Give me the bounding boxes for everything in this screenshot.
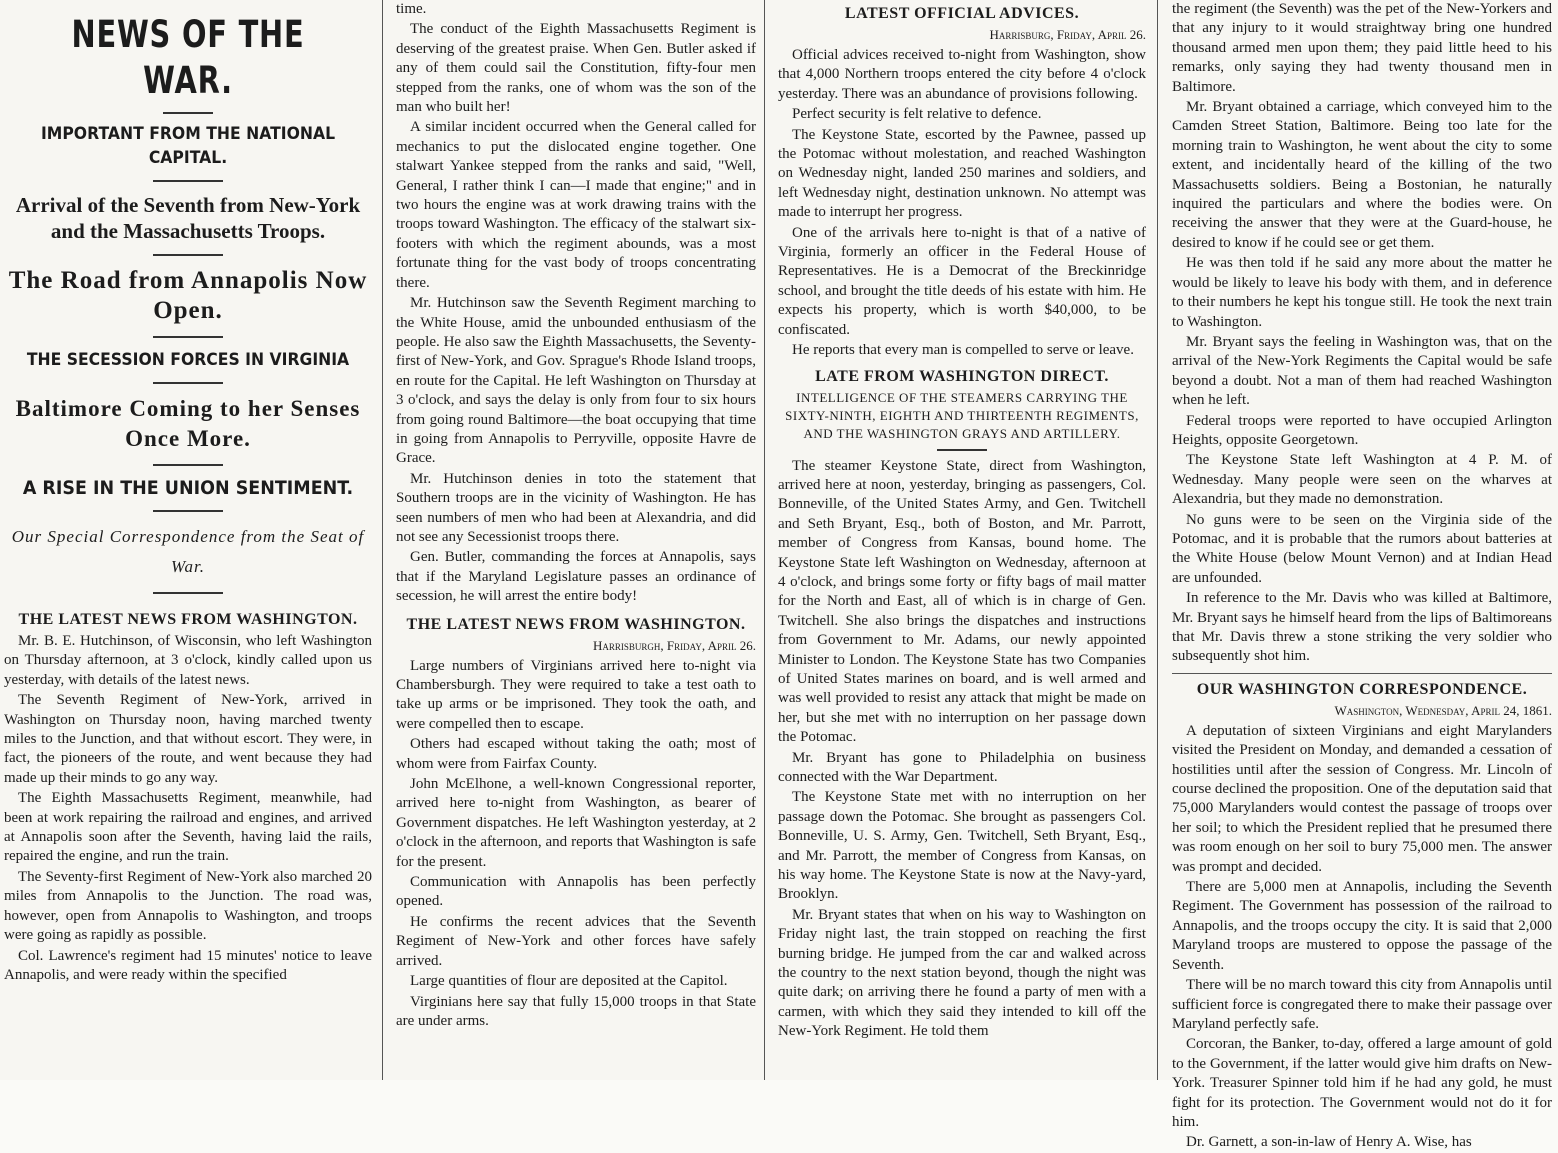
- headline-divider: [153, 382, 223, 384]
- masthead-headline: NEWS OF THE WAR.: [71, 13, 305, 102]
- headline-divider: [153, 464, 223, 466]
- article-paragraph: He reports that every man is compelled to serve or leave.: [792, 342, 1134, 359]
- article-paragraph: Mr. Hutchinson denies in toto the statement that Southern troops are in the vicinity of Washington. He has seen numbers of men who had been at Alexandria, and did not see any Secessionist troops there.: [396, 470, 756, 545]
- article-paragraph: time.: [396, 1, 427, 17]
- article-paragraph: The Eighth Massachusetts Regiment, meanwhile, had been at work repairing the railroad and engines, and arrived at Annapolis soon after the Seventh, having laid the rails, repaired the engine, and run the train.: [4, 790, 372, 865]
- article-paragraph: Gen. Butler, commanding the forces at Annapolis, says that if the Maryland Legislature passes an ordinance of secession, he will arrest the entire body!: [396, 549, 756, 605]
- headline-union-sentiment: A RISE IN THE UNION SENTIMENT.: [22, 477, 354, 499]
- article-paragraph: Others had escaped without taking the oath; most of whom were from Fairfax County.: [396, 736, 756, 772]
- article-paragraph: Federal troops were reported to have occupied Arlington Heights, opposite Georgetown.: [1172, 412, 1552, 448]
- headline-seventh-arrival: Arrival of the Seventh from New-York and the Massachusetts Troops.: [15, 193, 361, 243]
- article-paragraph: No guns were to be seen on the Virginia side of the Potomac, and it is probable that the rumors about batteries at the White House (below Mount Vernon) and at Indian Head are unfounded.: [1172, 511, 1552, 586]
- article-paragraph: The Seventy-first Regiment of New-York also marched 20 miles from Annapolis to the Junction. The road was, however, open from Annapolis to Washington, and troops were going as rapidly as possible.: [4, 868, 372, 944]
- column-rule: [382, 0, 383, 1080]
- article-paragraph: A deputation of sixteen Virginians and eight Marylanders visited the President on Monday, and demanded a cessation of hostilities until after the session of Congress. Mr. Lincoln of course declined the proposition. One of the deputation said that 75,000 Marylanders would contest the passage of troops over her soil; to which the President replied that he presumed there was room enough on her soil to bury 75,000 men. The answer was prompt and decided.: [1172, 722, 1552, 875]
- section-title: LATEST OFFICIAL ADVICES.: [844, 5, 1080, 22]
- article-paragraph: Large quantities of flour are deposited at the Capitol.: [410, 973, 728, 990]
- headline-national-capital: IMPORTANT FROM THE NATIONAL CAPITAL.: [40, 124, 336, 168]
- article-paragraph: Large numbers of Virginians arrived here to-night via Chambersburgh. They were required to take a test oath to take up arms or be imprisoned. They took the oath, and were compelled then to escape.: [396, 657, 756, 732]
- column-4: [1162, 0, 1558, 1151]
- article-paragraph: Official advices received to-night from Washington, show that 4,000 Northern troops entered the city before 4 o'clock yesterday. There was an abundance of provisions following.: [778, 47, 1146, 102]
- dateline: Washington, Wednesday, April 24, 1861.: [1334, 702, 1552, 718]
- article-paragraph: There are 5,000 men at Annapolis, including the Seventh Regiment. The Government has possession of the railroad to Annapolis, and the troops occupy the city. It is said that 2,000 Maryland troops are mustered to oppose the passage of the Seventh.: [1172, 879, 1552, 973]
- headline-divider: [153, 336, 223, 338]
- section-title: THE LATEST NEWS FROM WASHINGTON.: [406, 615, 746, 633]
- article-paragraph: Mr. Bryant has gone to Philadelphia on business connected with the War Department.: [778, 749, 1146, 785]
- column-rule: [764, 0, 765, 1080]
- headline-divider: [163, 112, 213, 114]
- article-paragraph: Mr. Bryant states that when on his way to Washington on Friday night last, the train stopped on reaching the first burning bridge. He jumped from the car and walked across the country to the next station beyond, though the night was quite dark; on arriving there he found a party of men with a carmen, with which they said they intended to kill off the New-York Regiment. He told them: [778, 906, 1146, 1040]
- headline-divider: [153, 592, 223, 594]
- article-paragraph: A similar incident occurred when the General called for mechanics to put the dislocated engine together. One stalwart Yankee stepped from the ranks and said, "Well, General, I rather think I can—I made that engine;" and in two hours the engine was at work drawing trains with the troops toward Washington. The efficacy of the stalwart six-footers with which the regiment abounds, was a most fortunate thing for the vast body of troops concentrating there.: [396, 119, 756, 291]
- article-paragraph: The Keystone State met with no interruption on her passage down the Potomac. She brought as passengers Col. Bonneville, U. S. Army, Gen. Twitchell, Seth Bryant, Esq., and Mr. Parrott, the member of Congress from Kansas, on his way home. The Keystone State is now at the Navy-yard, Brooklyn.: [778, 789, 1146, 903]
- column-2: [386, 0, 762, 1080]
- article-paragraph: He was then told if he said any more about the matter he would be likely to leave his body with them, and in deference to their numbers he kept his tongue still. He took the next train to Washington.: [1172, 255, 1552, 330]
- article-paragraph: Corcoran, the Banker, to-day, offered a large amount of gold to the Government, if the latter would give him drafts on New-York. Treasurer Spinner told him if he had any gold, he must fight for its protection. The Government would not do it for him.: [1172, 1036, 1552, 1130]
- article-paragraph: Perfect security is felt relative to defence.: [792, 106, 1042, 123]
- article-paragraph: the regiment (the Seventh) was the pet of the New-Yorkers and that any injury to it would straightway bring one hundred thousand armed men upon them; they paid little heed to his remarks, only saying they had twenty thousand men in Baltimore.: [1172, 1, 1552, 95]
- headline-secession-forces: THE SECESSION FORCES IN VIRGINIA: [26, 350, 350, 370]
- article-paragraph: He confirms the recent advices that the Seventh Regiment of New-York and other forces have safely arrived.: [396, 913, 756, 969]
- article-paragraph: Mr. Bryant obtained a carriage, which conveyed him to the Camden Street Station, Baltimore. Being too late for the morning train to Washington, he went about the city to some extent, and incidentally heard of the killing of the two Massachusetts soldiers. Being a Bostonian, he naturally inquired the particulars and where the bodies were. On receiving the answer that they were at the Guard-house, he desired to know if he could see or get them.: [1172, 99, 1552, 251]
- article-paragraph: The conduct of the Eighth Massachusetts Regiment is deserving of the greatest praise. When Gen. Butler asked if any of them could sail the Constitution, fifty-four men stepped from the ranks, one of whom was the son of the man who built her!: [396, 21, 756, 116]
- article-paragraph: In reference to the Mr. Davis who was killed at Baltimore, Mr. Bryant says he himself heard from the lips of Baltimoreans that Mr. Davis threw a stone striking the very soldier who subsequently shot him.: [1172, 590, 1552, 665]
- column-rule: [1157, 0, 1158, 1080]
- section-rule: [1172, 673, 1552, 674]
- headline-divider: [153, 180, 223, 182]
- article-paragraph: Mr. Bryant says the feeling in Washington was, that on the arrival of the New-York Regiments the Capital would be safe beyond a doubt. Not a man of them had reached Washington when he left.: [1172, 333, 1552, 409]
- article-paragraph: The Seventh Regiment of New-York, arrived in Washington on Thursday noon, having marched twenty miles to the Junction, and that without escort. They were, in fact, the pioneers of the route, and went because they had made up their minds to go any way.: [4, 692, 372, 786]
- headline-special-correspondence: Our Special Correspondence from the Seat of War.: [11, 527, 365, 576]
- section-title: OUR WASHINGTON CORRESPONDENCE.: [1196, 680, 1528, 698]
- dateline: Harrisburgh, Friday, April 26.: [593, 637, 756, 653]
- article-paragraph: John McElhone, a well-known Congressional reporter, arrived here to-night from Washington, as bearer of Government dispatches. He left Washington yesterday, at 2 o'clock in the afternoon, and reports that Washington is safe for the present.: [396, 776, 756, 870]
- article-paragraph: Communication with Annapolis has been perfectly opened.: [396, 874, 756, 910]
- article-paragraph: Virginians here say that fully 15,000 troops in that State are under arms.: [396, 993, 756, 1029]
- section-title: LATE FROM WASHINGTON DIRECT.: [815, 367, 1109, 385]
- article-paragraph: Mr. B. E. Hutchinson, of Wisconsin, who left Washington on Thursday afternoon, at 3 o'clock, kindly called upon us yesterday, with details of the latest news.: [4, 633, 372, 688]
- column-3: [768, 0, 1154, 1080]
- dateline: Harrisburg, Friday, April 26.: [989, 27, 1146, 42]
- headline-road-open: The Road from Annapolis Now Open.: [8, 267, 368, 324]
- article-paragraph: Dr. Garnett, a son-in-law of Henry A. Wise, has: [1186, 1134, 1472, 1151]
- article-paragraph: Col. Lawrence's regiment had 15 minutes' notice to leave Annapolis, and were ready within the specified: [4, 947, 372, 983]
- section-title: THE LATEST NEWS FROM WASHINGTON.: [18, 611, 358, 628]
- article-paragraph: The Keystone State, escorted by the Pawnee, passed up the Potomac without molestation, and reached Washington on Wednesday night, landed 250 marines and soldiers, and left Wednesday night, destination unknown. No attempt was made to interrupt her progress.: [778, 126, 1146, 221]
- headline-divider: [153, 510, 223, 512]
- headline-divider: [153, 254, 223, 256]
- article-paragraph: Mr. Hutchinson saw the Seventh Regiment marching to the White House, amid the unbounded enthusiasm of the people. He also saw the Eighth Massachusetts, the Seventy-first of New-York, and Gov. Sprague's Rhode Island troops, en route for the Capital. He left Washington on Thursday at 3 o'clock, and says the delay is only from four to six hours from going round Baltimore—the boat occupying that time in going from Annapolis to Perryville, opposite Havre de Grace.: [396, 295, 756, 467]
- headline-divider: [937, 449, 987, 451]
- article-paragraph: The steamer Keystone State, direct from Washington, arrived here at noon, yesterday, bringing as passengers, Col. Bonneville, of the United States Army, and Gen. Twitchell and Seth Bryant, Esq., both of Boston, and Mr. Parrott, member of Congress from Kansas, bound home. The Keystone State left Washington on Wednesday, afternoon at 4 o'clock, and brings some forty or fifty bags of mail matter for the North and East, all of which is in charge of Gen. Twitchell. She also brings the dispatches and instructions from Government to Mr. Adams, our newly appointed Minister to London. The Keystone State has two Companies of United States marines on board, and is well armed and was well provided to resist any attack that might be made on her, but she met with no interruption on her passage down the Potomac.: [778, 457, 1146, 746]
- headline-baltimore: Baltimore Coming to her Senses Once More.: [15, 396, 361, 451]
- article-paragraph: There will be no march toward this city from Annapolis until sufficient force is congregated there to make their passage over Maryland perfectly safe.: [1172, 977, 1552, 1032]
- section-subhead: INTELLIGENCE OF THE STEAMERS CARRYING THE SIXTY-NINTH, EIGHTH AND THIRTEENTH REGIMENTS, AND THE WASHINGTON GRAYS AND ARTILLERY.: [785, 389, 1139, 441]
- article-paragraph: One of the arrivals here to-night is that of a native of Virginia, formerly an officer in the Federal House of Representatives. He is a Democrat of the Breckinridge school, and brought the title deeds of his estate with him. He expects his property, which is worth $40,000, to be confiscated.: [778, 224, 1146, 338]
- column-1: [0, 0, 380, 1080]
- article-paragraph: The Keystone State left Washington at 4 P. M. of Wednesday. Many people were seen on the wharves at Alexandria, but they made no demonstration.: [1172, 452, 1552, 508]
